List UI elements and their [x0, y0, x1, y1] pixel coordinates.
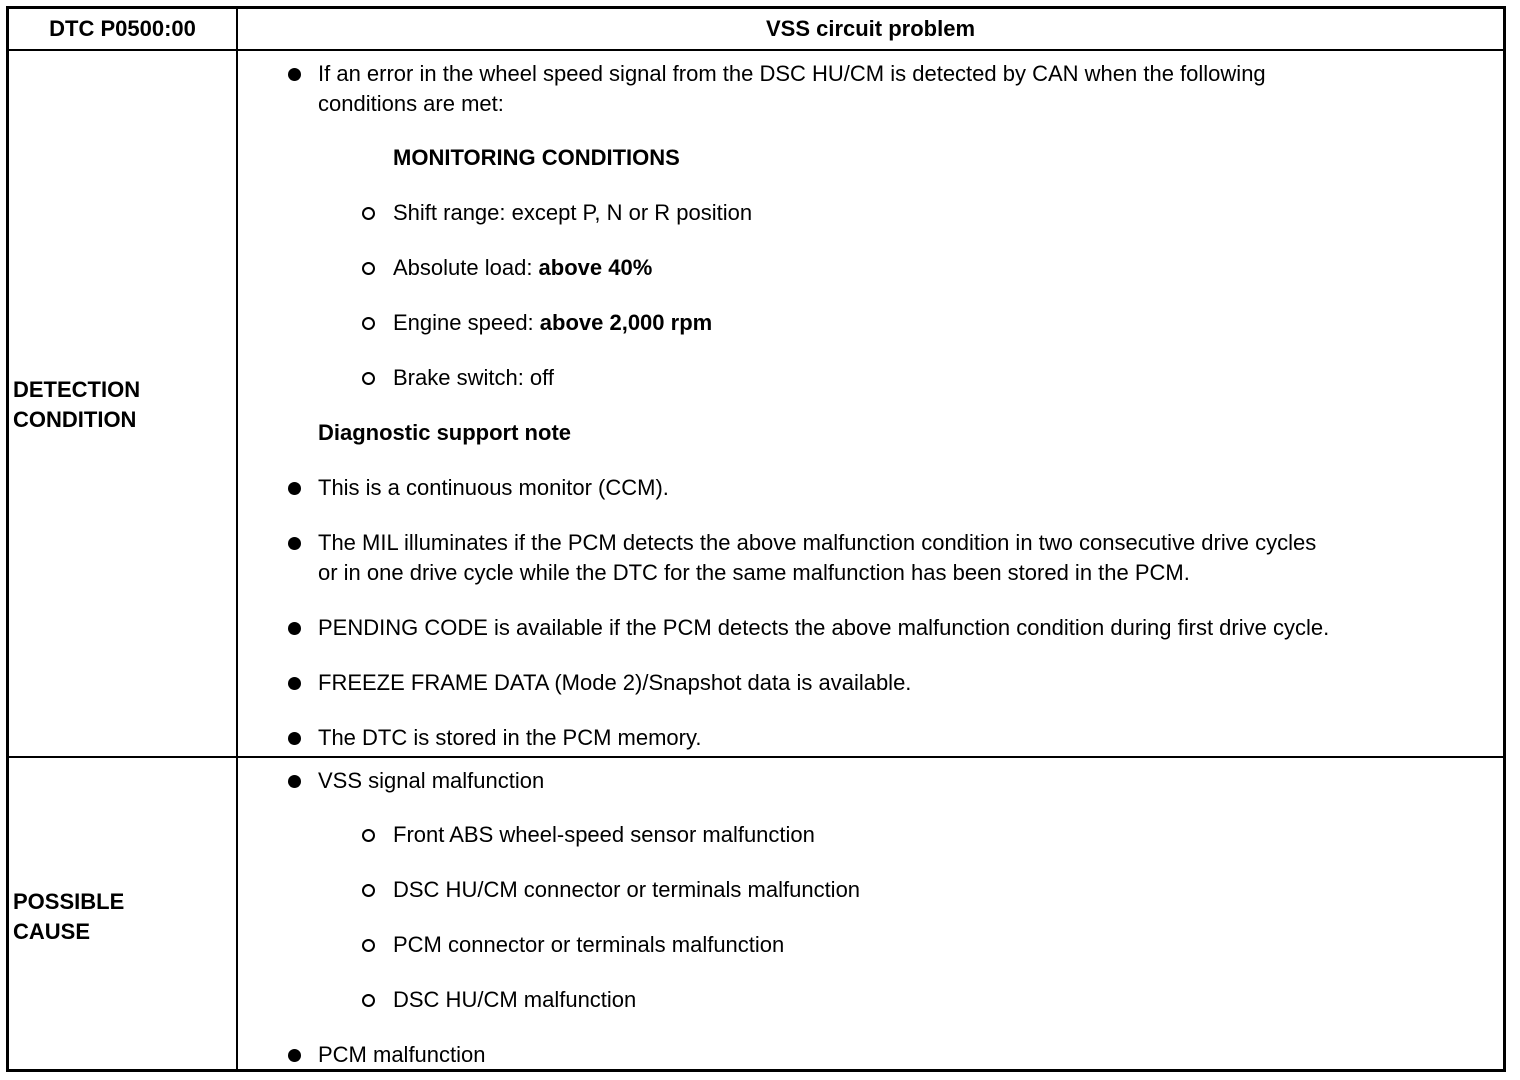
condition-engine-speed: [393, 308, 712, 338]
cause-pcm: PCM malfunction: [318, 1042, 486, 1067]
cause-dsc-connector: DSC HU/CM connector or terminals malfunction: [393, 877, 861, 902]
detection-label-line2: CONDITION: [13, 407, 137, 432]
note-dtc-stored: The DTC is stored in the PCM memory.: [318, 725, 702, 750]
condition-brake-switch: [393, 363, 554, 393]
condition-shift-range: [393, 198, 752, 228]
condition-text: Absolute load:: [393, 255, 539, 280]
note-mil-line2: or in one drive cycle while the DTC for the same malfunction has been stored in the PCM.: [318, 560, 1190, 585]
column-divider: [236, 9, 238, 1069]
condition-text: Engine speed:: [393, 310, 540, 335]
note-freeze-frame: FREEZE FRAME DATA (Mode 2)/Snapshot data is available.: [318, 670, 912, 695]
detection-label-line1: DETECTION: [13, 377, 141, 402]
condition-absolute-load: [393, 253, 652, 283]
intro-line1: If an error in the wheel speed signal from the DSC HU/CM is detected by CAN when the following: [318, 61, 1266, 86]
bullet-icon: [288, 68, 301, 81]
circle-bullet-icon: [362, 262, 375, 275]
bullet-icon: [288, 1049, 301, 1062]
condition-text: Shift range: except P, N or R position: [393, 200, 753, 225]
circle-bullet-icon: [362, 207, 375, 220]
cause-dsc-hucm: DSC HU/CM malfunction: [393, 987, 637, 1012]
bullet-icon: [288, 622, 301, 635]
circle-bullet-icon: [362, 317, 375, 330]
monitoring-heading: MONITORING CONDITIONS: [393, 145, 680, 170]
note-pending-code: PENDING CODE is available if the PCM detects the above malfunction condition during first drive cycle.: [318, 615, 1330, 640]
condition-text: Brake switch: off: [393, 365, 554, 390]
condition-value: above 40%: [538, 255, 653, 280]
bullet-icon: [288, 677, 301, 690]
row-divider: [9, 756, 1503, 758]
condition-value: above 2,000 rpm: [539, 310, 713, 335]
cause-front-abs-sensor: Front ABS wheel-speed sensor malfunction: [393, 822, 815, 847]
circle-bullet-icon: [362, 829, 375, 842]
support-note-heading: Diagnostic support note: [318, 420, 571, 445]
bullet-icon: [288, 732, 301, 745]
cause-pcm-connector: PCM connector or terminals malfunction: [393, 932, 785, 957]
bullet-icon: [288, 775, 301, 788]
intro-line2: conditions are met:: [318, 91, 504, 116]
cause-label-line2: CAUSE: [13, 919, 91, 944]
cause-label-line1: POSSIBLE: [13, 889, 125, 914]
circle-bullet-icon: [362, 939, 375, 952]
circle-bullet-icon: [362, 884, 375, 897]
dtc-table: [6, 6, 1506, 1072]
bullet-icon: [288, 537, 301, 550]
circle-bullet-icon: [362, 372, 375, 385]
dtc-title: VSS circuit problem: [765, 16, 976, 41]
note-continuous-monitor: This is a continuous monitor (CCM).: [318, 475, 669, 500]
header-divider: [9, 49, 1503, 51]
cause-vss-signal: VSS signal malfunction: [318, 768, 545, 793]
dtc-code: DTC P0500:00: [49, 16, 196, 41]
circle-bullet-icon: [362, 994, 375, 1007]
bullet-icon: [288, 482, 301, 495]
note-mil-line1: The MIL illuminates if the PCM detects the above malfunction condition in two consecutive drive cycles: [318, 530, 1317, 555]
